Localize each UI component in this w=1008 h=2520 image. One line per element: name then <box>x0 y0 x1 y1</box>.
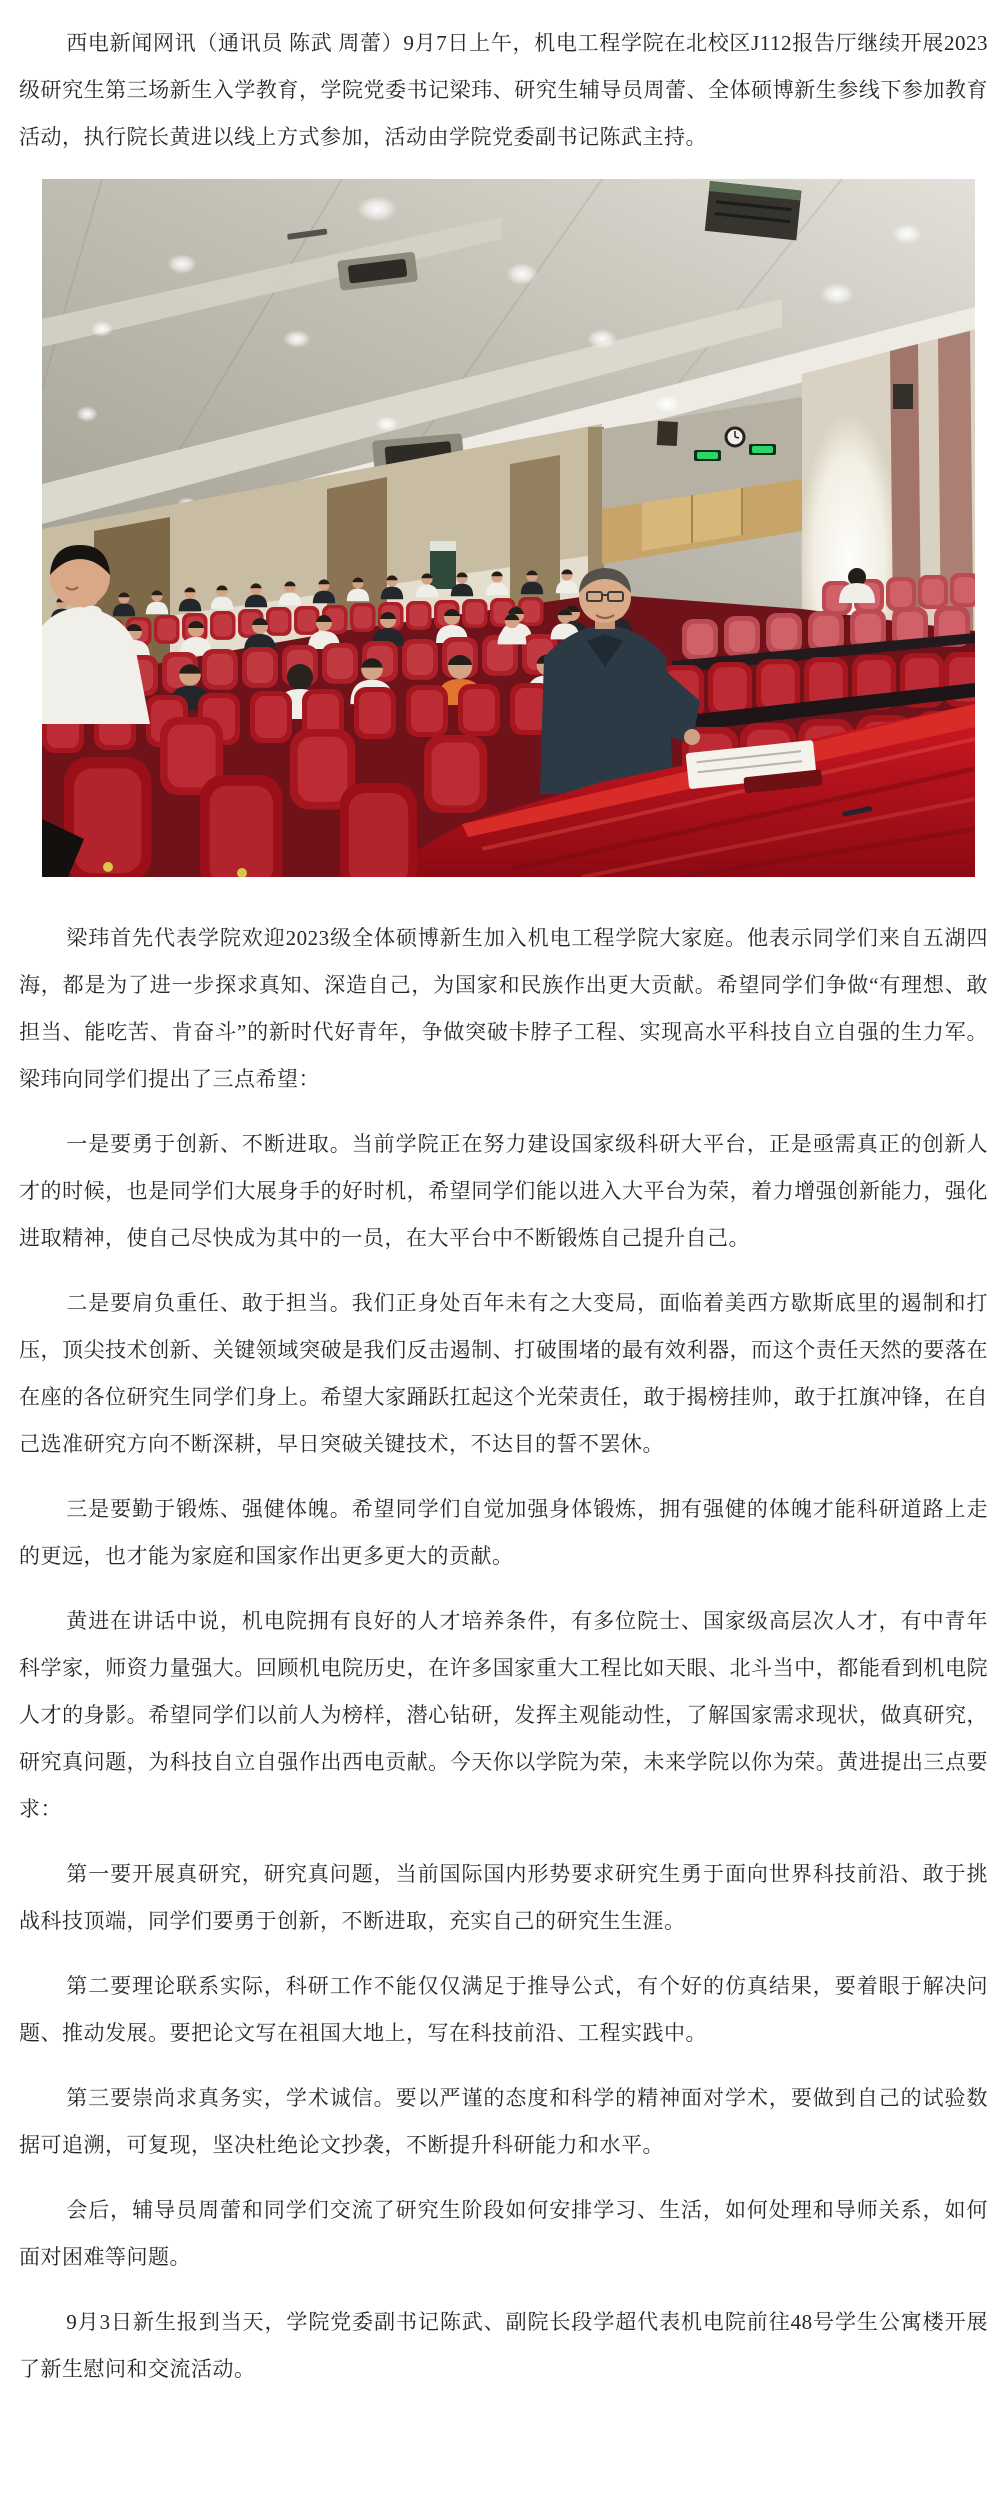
paragraph-3: 一是要勇于创新、不断进取。当前学院正在努力建设国家级科研大平台，正是亟需真正的创新人才的时候，也是同学们大展身手的好时机，希望同学们能以进入大平台为荣，着力增强创新能力，强化进取精神，使自己尽快成为其中的一员，在大平台中不断锻炼自己提升自己。 <box>19 1132 988 1250</box>
exit-sign <box>749 444 776 455</box>
wall-speaker <box>893 384 913 409</box>
paragraph-11: 9月3日新生报到当天，学院党委副书记陈武、副院长段学超代表机电院前往48号学生公寓楼开展了新生慰问和交流活动。 <box>19 2310 988 2381</box>
paragraph-2: 梁玮首先代表学院欢迎2023级全体硕博新生加入机电工程学院大家庭。他表示同学们来自五湖四海，都是为了进一步探求真知、深造自己，为国家和民族作出更大贡献。希望同学们争做“有理想、敢担当、能吃苦、肯奋斗”的新时代好青年，争做突破卡脖子工程、实现高水平科技自立自强的生力军。梁玮向同学们提出了三点希望： <box>19 926 988 1091</box>
paragraph-8: 第二要理论联系实际，科研工作不能仅仅满足于推导公式，有个好的仿真结果，要着眼于解决问题、推动发展。要把论文写在祖国大地上，写在科技前沿、工程实践中。 <box>19 1974 988 2045</box>
paragraph-10: 会后，辅导员周蕾和同学们交流了研究生阶段如何安排学习、生活，如何处理和导师关系，如何面对困难等问题。 <box>19 2198 988 2269</box>
exit-sign <box>694 450 721 461</box>
article-photo <box>42 179 975 877</box>
paragraph-7: 第一要开展真研究，研究真问题，当前国际国内形势要求研究生勇于面向世界科技前沿、敢于挑战科技顶端，同学们要勇于创新，不断进取，充实自己的研究生生涯。 <box>19 1862 988 1933</box>
paragraph-4: 二是要肩负重任、敢于担当。我们正身处百年未有之大变局，面临着美西方歇斯底里的遏制和打压，顶尖技术创新、关键领域突破是我们反击遏制、打破围堵的最有效利器，而这个责任天然的要落在在座的各位研究生同学们身上。希望大家踊跃扛起这个光荣责任，敢于揭榜挂帅，敢于扛旗冲锋，在自己选准研究方向不断深耕，早日突破关键技术，不达目的誓不罢休。 <box>19 1291 988 1456</box>
paragraph-1: 西电新闻网讯（通讯员 陈武 周蕾）9月7日上午，机电工程学院在北校区J112报告厅继续开展2023级研究生第三场新生入学教育，学院党委书记梁玮、研究生辅导员周蕾、全体硕博新生参线下参加教育活动，执行院长黄进以线上方式参加，活动由学院党委副书记陈武主持。 <box>19 31 988 149</box>
wall-poster <box>430 541 456 589</box>
paragraph-9: 第三要崇尚求真务实，学术诚信。要以严谨的态度和科学的精神面对学术，要做到自己的试验数据可追溯，可复现，坚决杜绝论文抄袭，不断提升科研能力和水平。 <box>19 2086 988 2157</box>
speaker-box <box>705 181 802 240</box>
wall-speaker <box>657 421 678 446</box>
paragraph-6: 黄进在讲话中说，机电院拥有良好的人才培养条件，有多位院士、国家级高层次人才，有中青年科学家，师资力量强大。回顾机电院历史，在许多国家重大工程比如天眼、北斗当中，都能看到机电院人才的身影。希望同学们以前人为榜样，潜心钻研，发挥主观能动性，了解国家需求现状，做真研究，研究真问题，为科技自立自强作出西电贡献。今天你以学院为荣，未来学院以你为荣。黄进提出三点要求： <box>19 1609 988 1821</box>
wall-clock <box>726 428 744 446</box>
paragraph-5: 三是要勤于锻炼、强健体魄。希望同学们自觉加强身体锻炼，拥有强健的体魄才能科研道路上走的更远，也才能为家庭和国家作出更多更大的贡献。 <box>19 1497 988 1568</box>
